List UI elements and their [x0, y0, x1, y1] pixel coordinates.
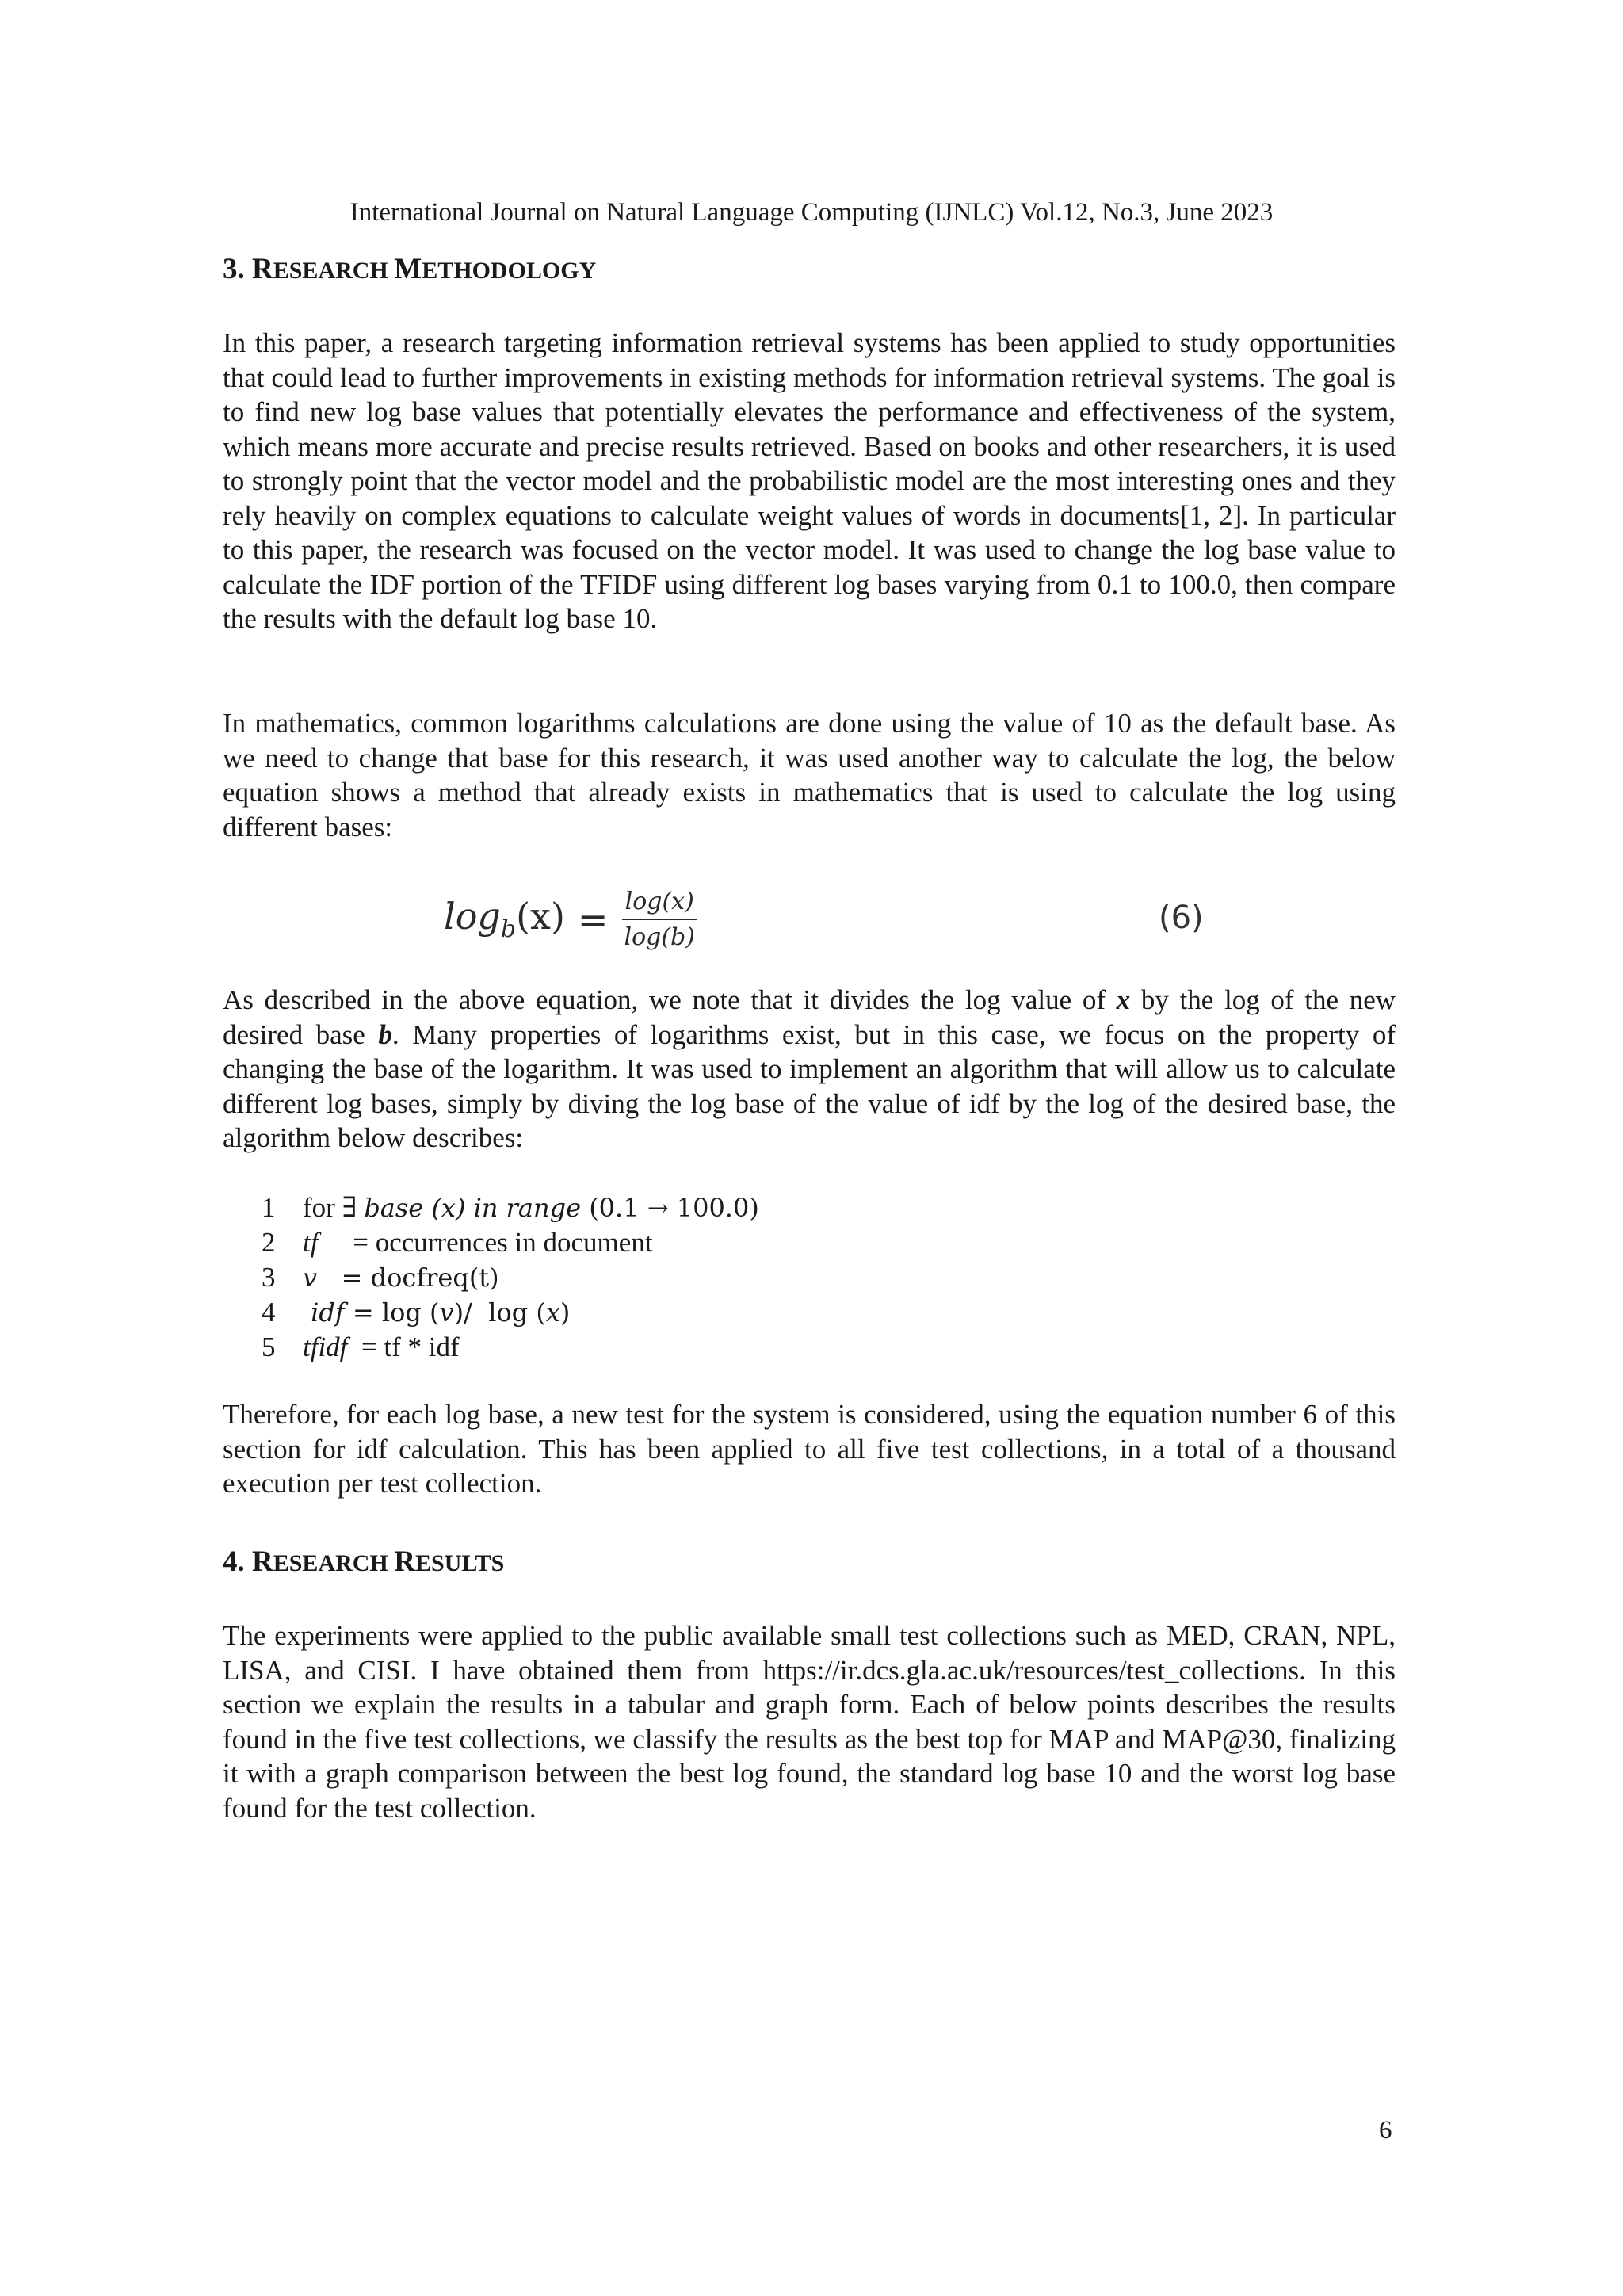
section-3-heading	[223, 250, 596, 290]
algorithm-line-4-c: v	[439, 1297, 454, 1328]
algorithm-line-number: 4	[262, 1297, 276, 1328]
para3-text-c: . Many properties of logarithms exist, but in this case, we focus on the property of changing the base of the logarithm. It was used to implement an algorithm that will allow us to calculate different log bases, simply by diving the log base of the value of idf by the log of the desired base, the algorithm below describes:	[223, 1018, 1396, 1153]
section-3-title-rest-1: ESEARCH	[273, 258, 395, 284]
equation-denominator: log(b)	[624, 923, 695, 951]
para3-var-b: b	[378, 1018, 392, 1050]
section-3-number: 3.	[223, 253, 245, 285]
para3-var-x: x	[1116, 984, 1131, 1015]
page-number: 6	[1379, 2116, 1392, 2145]
equation-number: (6)	[1159, 900, 1204, 936]
section-4-paragraph-1: The experiments were applied to the public available small test collections such as MED, CRAN, NPL, LISA, and CISI. I have obtained them from https://ir.dcs.gla.ac.uk/resources/test_collections. In this section we explain the results in a tabular and graph form. Each of below points describes the results found in the five test collections, we classify the results as the best top for MAP and MAP@30, finalizing it with a graph comparison between the best log found, the standard log base 10 and the worst log base found for the test collection.	[223, 1620, 1396, 1824]
section-4-number: 4.	[223, 1545, 245, 1578]
algorithm-line-4-d: )/ log (	[453, 1297, 546, 1328]
para3-text-a: As described in the above equation, we note that it divides the log value of	[223, 984, 1117, 1015]
algorithm-line-4-b: = log (	[344, 1297, 440, 1328]
algorithm-line-1-b: base (x) in range	[364, 1193, 582, 1223]
section-3-paragraph-1: In this paper, a research targeting information retrieval systems has been applied to study opportunities that could lead to further improvements in existing methods for information retrieval systems. The goal is to find new log base values that potentially elevates the performance and effectiveness of the system, which means more accurate and precise results retrieved. Based on books and other researchers, it is used to strongly point that the vector model and the probabilistic model are the most interesting ones and they rely heavily on complex equations to calculate weight values of words in documents[1, 2]. In particular to this paper, the research was focused on the vector model. It was used to change the log base value to calculate the IDF portion of the TFIDF using different log bases varying from 0.1 to 100.0, then compare the results with the default log base 10.	[223, 327, 1396, 634]
algorithm-line-2	[262, 1225, 759, 1260]
algorithm-line-1-c: (0.1 → 100.0)	[581, 1193, 759, 1223]
algorithm-line-4	[262, 1295, 759, 1330]
equation-lhs	[444, 895, 565, 943]
equation-lhs-subscript: b	[500, 915, 517, 944]
algorithm-line-number: 3	[262, 1262, 276, 1293]
algorithm-line-3-a: v	[303, 1263, 318, 1293]
algorithm-line-5	[262, 1330, 759, 1365]
running-header: International Journal on Natural Language Computing (IJNLC) Vol.12, No.3, June 2023	[349, 198, 1274, 227]
algorithm-line-2-b: = occurrences in document	[318, 1227, 653, 1258]
algorithm-line-3	[262, 1260, 759, 1295]
equation-lhs-arg: (x)	[516, 895, 565, 938]
algorithm-line-1	[262, 1190, 759, 1225]
section-3-title-cap-1: R	[252, 253, 273, 285]
log-base-equation	[444, 888, 698, 951]
algorithm-line-number: 5	[262, 1331, 276, 1362]
equation-fraction	[621, 888, 697, 951]
algorithm-line-4-a: idf	[303, 1297, 345, 1328]
algorithm-line-5-a: tfidf	[303, 1331, 348, 1362]
algorithm-line-4-e: x	[545, 1297, 560, 1328]
section-3-paragraph-4: Therefore, for each log base, a new test for the system is considered, using the equation number 6 of this section for idf calculation. This has been applied to all five test collections, in a total of a thousand execution per test collection.	[223, 1399, 1396, 1499]
algorithm-line-2-a: tf	[303, 1227, 319, 1258]
algorithm-line-4-f: )	[559, 1297, 571, 1328]
section-4-title-rest-2: ESULTS	[415, 1550, 505, 1576]
algorithm-line-number: 1	[262, 1192, 276, 1223]
algorithm-line-1-a: for ∃	[303, 1192, 365, 1223]
equation-lhs-fn: log	[444, 895, 501, 938]
para3-text-b: by the log of the new desired base	[223, 984, 1396, 1050]
section-4-title-cap-1: R	[252, 1545, 273, 1578]
algorithm-line-5-b: = tf * idf	[347, 1331, 460, 1362]
section-4-heading	[223, 1543, 504, 1583]
section-4-title-rest-1: ESEARCH	[273, 1550, 395, 1576]
equation-equals: =	[577, 898, 609, 941]
section-3-title-rest-2: ETHODOLOGY	[422, 258, 597, 284]
section-3-title-cap-2: M	[394, 253, 422, 285]
algorithm-line-number: 2	[262, 1227, 276, 1258]
section-3-paragraph-3	[223, 983, 1396, 1156]
section-3-paragraph-2: In mathematics, common logarithms calculations are done using the value of 10 as the default base. As we need to change that base for this research, it was used another way to calculate the log, the below equation shows a method that already exists in mathematics that is used to calculate the log using different bases:	[223, 708, 1396, 842]
algorithm-line-3-b: = docfreq(t)	[317, 1263, 499, 1293]
section-4-title-cap-2: R	[394, 1545, 416, 1578]
equation-numerator: log(x)	[622, 888, 697, 920]
algorithm-listing	[262, 1190, 759, 1365]
